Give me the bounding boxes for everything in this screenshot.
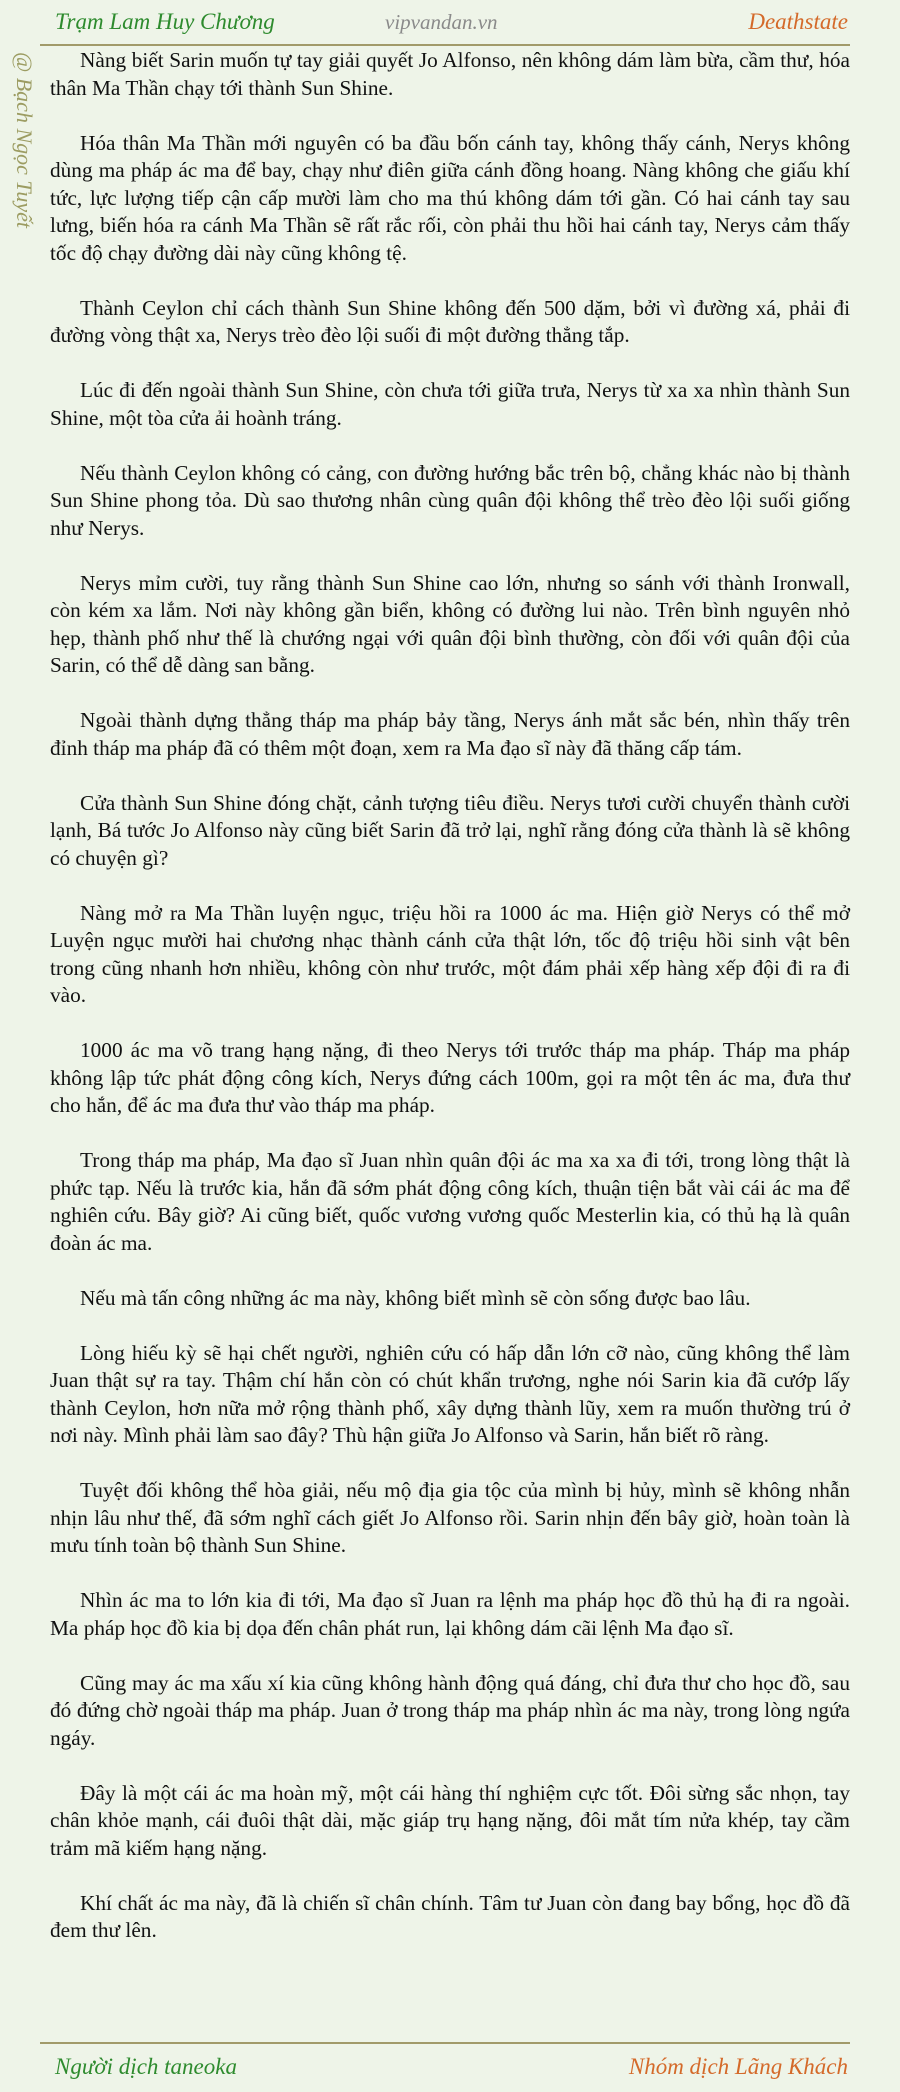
header-domain: vipvandan.vn <box>385 10 498 34</box>
paragraph: Nàng mở ra Ma Thần luyện ngục, triệu hồi ra 1000 ác ma. Hiện giờ Nerys có thể mở Luyện ngục mười hai chương nhạc thành cánh cửa thật lớn, tốc độ triệu hồi sinh vật bên trong cũng nhanh hơn nhiều, không còn như trước, một đám phải xếp hàng xếp đội đi ra đi vào. <box>50 900 850 1007</box>
paragraph: Hóa thân Ma Thần mới nguyên có ba đầu bốn cánh tay, không thấy cánh, Nerys không dùng ma pháp ác ma để bay, chạy như điên giữa cánh đồng hoang. Nàng không che giấu khí tức, lực lượng tiếp cận cấp mười làm cho ma thú không dám tới gần. Có hai cánh tay sau lưng, biến hóa ra cánh Ma Thần sẽ rất rắc rối, còn phải thu hồi hai cánh tay, Nerys cảm thấy tốc độ chạy đường dài này cũng không tệ. <box>50 130 850 265</box>
page-footer <box>40 2042 850 2092</box>
paragraph: Nếu mà tấn công những ác ma này, không biết mình sẽ còn sống được bao lâu. <box>80 1285 751 1310</box>
paragraph: Lúc đi đến ngoài thành Sun Shine, còn chưa tới giữa trưa, Nerys từ xa xa nhìn thành Sun Shine, một tòa cửa ải hoành tráng. <box>50 378 850 430</box>
paragraph: Ngoài thành dựng thẳng tháp ma pháp bảy tầng, Nerys ánh mắt sắc bén, nhìn thấy trên đỉnh tháp ma pháp đã có thêm một đoạn, xem ra Ma đạo sĩ này đã thăng cấp tám. <box>50 708 850 760</box>
side-watermark: @ Bạch Ngọc Tuyết <box>12 52 37 229</box>
paragraph: Nerys mỉm cười, tuy rằng thành Sun Shine cao lớn, nhưng so sánh với thành Ironwall, còn kém xa lắm. Nơi này không gần biển, không có đường lui nào. Trên bình nguyên nhỏ hẹp, thành phố như thế là chướng ngại với quân đội bình thường, còn đối với quân đội của Sarin, có thể dễ dàng san bằng. <box>50 570 850 677</box>
paragraph: Đây là một cái ác ma hoàn mỹ, một cái hàng thí nghiệm cực tốt. Đôi sừng sắc nhọn, tay chân khỏe mạnh, cái đuôi thật dài, mặc giáp trụ hạng nặng, đôi mắt tím nửa khép, tay cầm trảm mã kiếm hạng nặng. <box>50 1780 850 1860</box>
paragraph: Trong tháp ma pháp, Ma đạo sĩ Juan nhìn quân đội ác ma xa xa đi tới, trong lòng thật là phức tạp. Nếu là trước kia, hắn đã sớm phát động công kích, thuận tiện bắt vài cái ác ma để nghiên cứu. Bây giờ? Ai cũng biết, quốc vương vương quốc Mesterlin kia, có thủ hạ là quân đoàn ác ma. <box>50 1148 850 1255</box>
footer-translator: Người dịch taneoka <box>55 2054 237 2079</box>
paragraph: Nhìn ác ma to lớn kia đi tới, Ma đạo sĩ Juan ra lệnh ma pháp học đồ thủ hạ đi ra ngoài. Ma pháp học đồ kia bị dọa đến chân phát run, lại không dám cãi lệnh Ma đạo sĩ. <box>50 1588 850 1640</box>
paragraph: Nếu thành Ceylon không có cảng, con đường hướng bắc trên bộ, chẳng khác nào bị thành Sun Shine phong tỏa. Dù sao thương nhân cùng quân đội không thể trèo đèo lội suối giống như Nerys. <box>50 460 850 540</box>
footer-group: Nhóm dịch Lãng Khách <box>628 2054 848 2079</box>
paragraph: Khí chất ác ma này, đã là chiến sĩ chân chính. Tâm tư Juan còn đang bay bổng, học đồ đã đem thư lên. <box>50 1890 850 1942</box>
header-site-name: Trạm Lam Huy Chương <box>55 9 275 34</box>
paragraph: Nàng biết Sarin muốn tự tay giải quyết Jo Alfonso, nên không dám làm bừa, cầm thư, hóa thân Ma Thần chạy tới thành Sun Shine. <box>50 48 850 100</box>
page-header <box>40 0 850 46</box>
paragraph: 1000 ác ma võ trang hạng nặng, đi theo Nerys tới trước tháp ma pháp. Tháp ma pháp không lập tức phát động công kích, Nerys đứng cách 100m, gọi ra một tên ác ma, đưa thư cho hắn, để ác ma đưa thư vào tháp ma pháp. <box>50 1038 850 1117</box>
paragraph: Cửa thành Sun Shine đóng chặt, cảnh tượng tiêu điều. Nerys tươi cười chuyển thành cười lạnh, Bá tước Jo Alfonso này cũng biết Sarin đã trở lại, nghĩ rằng đóng cửa thành là sẽ không có chuyện gì? <box>50 790 850 870</box>
paragraph: Tuyệt đối không thể hòa giải, nếu mộ địa gia tộc của mình bị hủy, mình sẽ không nhẫn nhịn lâu như thế, đã sớm nghĩ cách giết Jo Alfonso rồi. Sarin nhịn đến bây giờ, hoàn toàn là mưu tính toàn bộ thành Sun Shine. <box>50 1478 850 1557</box>
header-book-title: Deathstate <box>748 9 848 34</box>
paragraph: Cũng may ác ma xấu xí kia cũng không hành động quá đáng, chỉ đưa thư cho học đồ, sau đó đứng chờ ngoài tháp ma pháp. Juan ở trong tháp ma pháp nhìn ác ma này, trong lòng ngứa ngáy. <box>50 1670 850 1750</box>
chapter-body <box>50 47 850 1972</box>
paragraph: Lòng hiếu kỳ sẽ hại chết người, nghiên cứu có hấp dẫn lớn cỡ nào, cũng không thể làm Juan thật sự ra tay. Thậm chí hắn còn có chút khẩn trương, nghe nói Sarin kia đã cướp lấy thành Ceylon, hơn nữa mở rộng thành phố, xây dựng thành lũy, xem ra muốn thường trú ở nơi này. Mình phải làm sao đây? Thù hận giữa Jo Alfonso và Sarin, hắn biết rõ ràng. <box>50 1340 850 1447</box>
paragraph: Thành Ceylon chỉ cách thành Sun Shine không đến 500 dặm, bởi vì đường xá, phải đi đường vòng thật xa, Nerys trèo đèo lội suối đi một đường thẳng tắp. <box>50 295 850 347</box>
